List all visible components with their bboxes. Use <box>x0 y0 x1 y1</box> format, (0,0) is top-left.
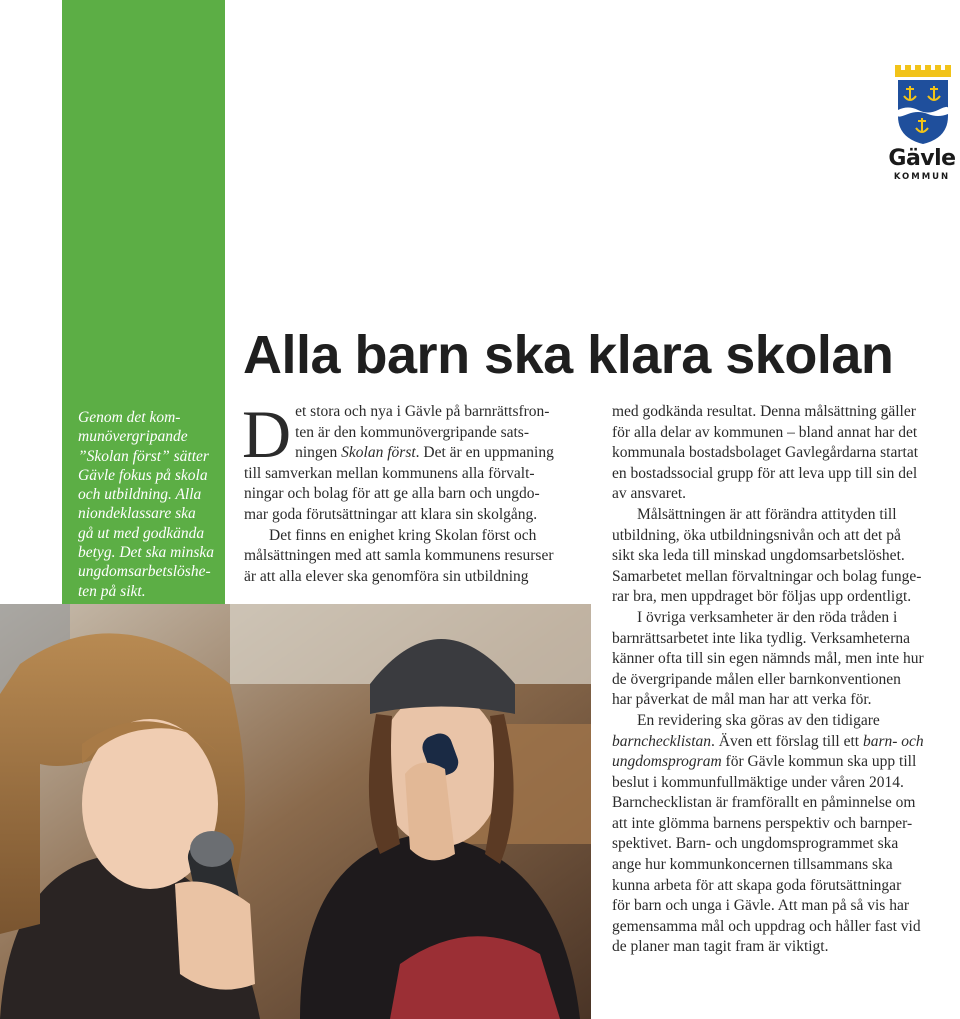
text-line: I övriga verksamheter är den röda tråden i <box>637 608 898 626</box>
text-line: En revidering ska göras av den tidigare <box>637 711 880 729</box>
text-line: rar bra, men uppdraget bör följas upp ordentligt. <box>612 588 912 606</box>
text-line: Målsättningen är att förändra attityden till <box>637 505 897 523</box>
text-line: barnchecklistan. Även ett förslag till ett barn- och <box>612 732 924 750</box>
text-line: Samarbetet mellan förvaltningar och bolag funge- <box>612 567 922 585</box>
logo-name: Gävle <box>888 146 956 171</box>
text-line: et stora och nya i Gävle på barnrättsfron- <box>295 403 550 420</box>
text-line: för alla delar av kommunen – bland annat har det <box>612 423 918 441</box>
page-title: Alla barn ska klara skolan <box>243 325 894 385</box>
text-line: av ansvaret. <box>612 485 687 503</box>
text-line: är att alla elever ska genomföra sin utbildning <box>244 567 529 585</box>
text-line: gemensamma mål och uppdrag och håller fast vid <box>612 917 921 935</box>
text-line: kommunala bostadsbolaget Gavlegårdarna startat <box>612 444 919 462</box>
text-line: de planer man tagit fram är viktigt. <box>612 938 829 956</box>
photo-illustration <box>0 604 591 1019</box>
text-line: till samverkan mellan kommunens alla förvalt- <box>244 464 535 482</box>
text-line: en bostadssocial grupp för att leva upp till sin del <box>612 464 918 482</box>
text-line: ten är den kommunövergripande sats- <box>295 423 529 441</box>
article-column-right <box>612 402 957 958</box>
text-line: målsättningen med att samla kommunens resurser <box>244 547 554 565</box>
photo-girls-singing <box>0 604 591 1019</box>
text-line: beslut i kommunfullmäktige under våren 2014. <box>612 773 904 791</box>
text-line: kunna arbeta för att skapa goda förutsättningar <box>612 876 902 894</box>
gavle-crest-icon <box>888 62 956 146</box>
text-line: mar goda förutsättningar att klara sin skolgång. <box>244 505 538 523</box>
text-line: barnrättsarbetet inte lika tydlig. Verksamheterna <box>612 629 910 647</box>
text-line: ungdomsprogram för Gävle kommun ska upp till <box>612 753 917 771</box>
text-line: spektivet. Barn- och ungdomsprogrammet ska <box>612 835 899 853</box>
text-line: ningen Skolan först. Det är en uppmaning <box>295 444 554 462</box>
article-column-left <box>242 396 591 587</box>
text-line: de övergripande målen eller barnkonventionen <box>612 670 901 688</box>
text-line: med godkända resultat. Denna målsättning gäller <box>612 403 916 420</box>
text-line: Det finns en enighet kring Skolan först och <box>269 526 537 544</box>
text-line: för barn och unga i Gävle. Att man på så vis har <box>612 897 909 915</box>
text-line: känner ofta till sin egen nämnds mål, men inte hur <box>612 650 924 668</box>
drop-cap: D <box>242 396 292 472</box>
text-line: att inte glömma barnens perspektiv och barnper- <box>612 814 913 832</box>
text-line: utbildning, öka utbildningsnivån och att det på <box>612 526 901 544</box>
text-line: ange hur kommunkoncernen tillsammans ska <box>612 856 893 874</box>
text-line: Barnchecklistan är framförallt en påminnelse om <box>612 794 916 812</box>
logo-sub: KOMMUN <box>893 172 951 182</box>
text-line: sikt ska leda till minskad ungdomsarbetslöshet. <box>612 547 905 565</box>
sidebar-quote: Genom det kom- munövergripande ”Skolan först” sätter Gävle fokus på skola och utbildning. Alla niondeklassare ska gå ut med godkända betyg. Det ska minska ungdomsarbetslöshe- ten på sikt. <box>78 409 215 600</box>
text-line: har påverkat de mål man har att verka för. <box>612 691 872 709</box>
text-line: ningar och bolag för att ge alla barn och ungdo- <box>244 485 540 503</box>
